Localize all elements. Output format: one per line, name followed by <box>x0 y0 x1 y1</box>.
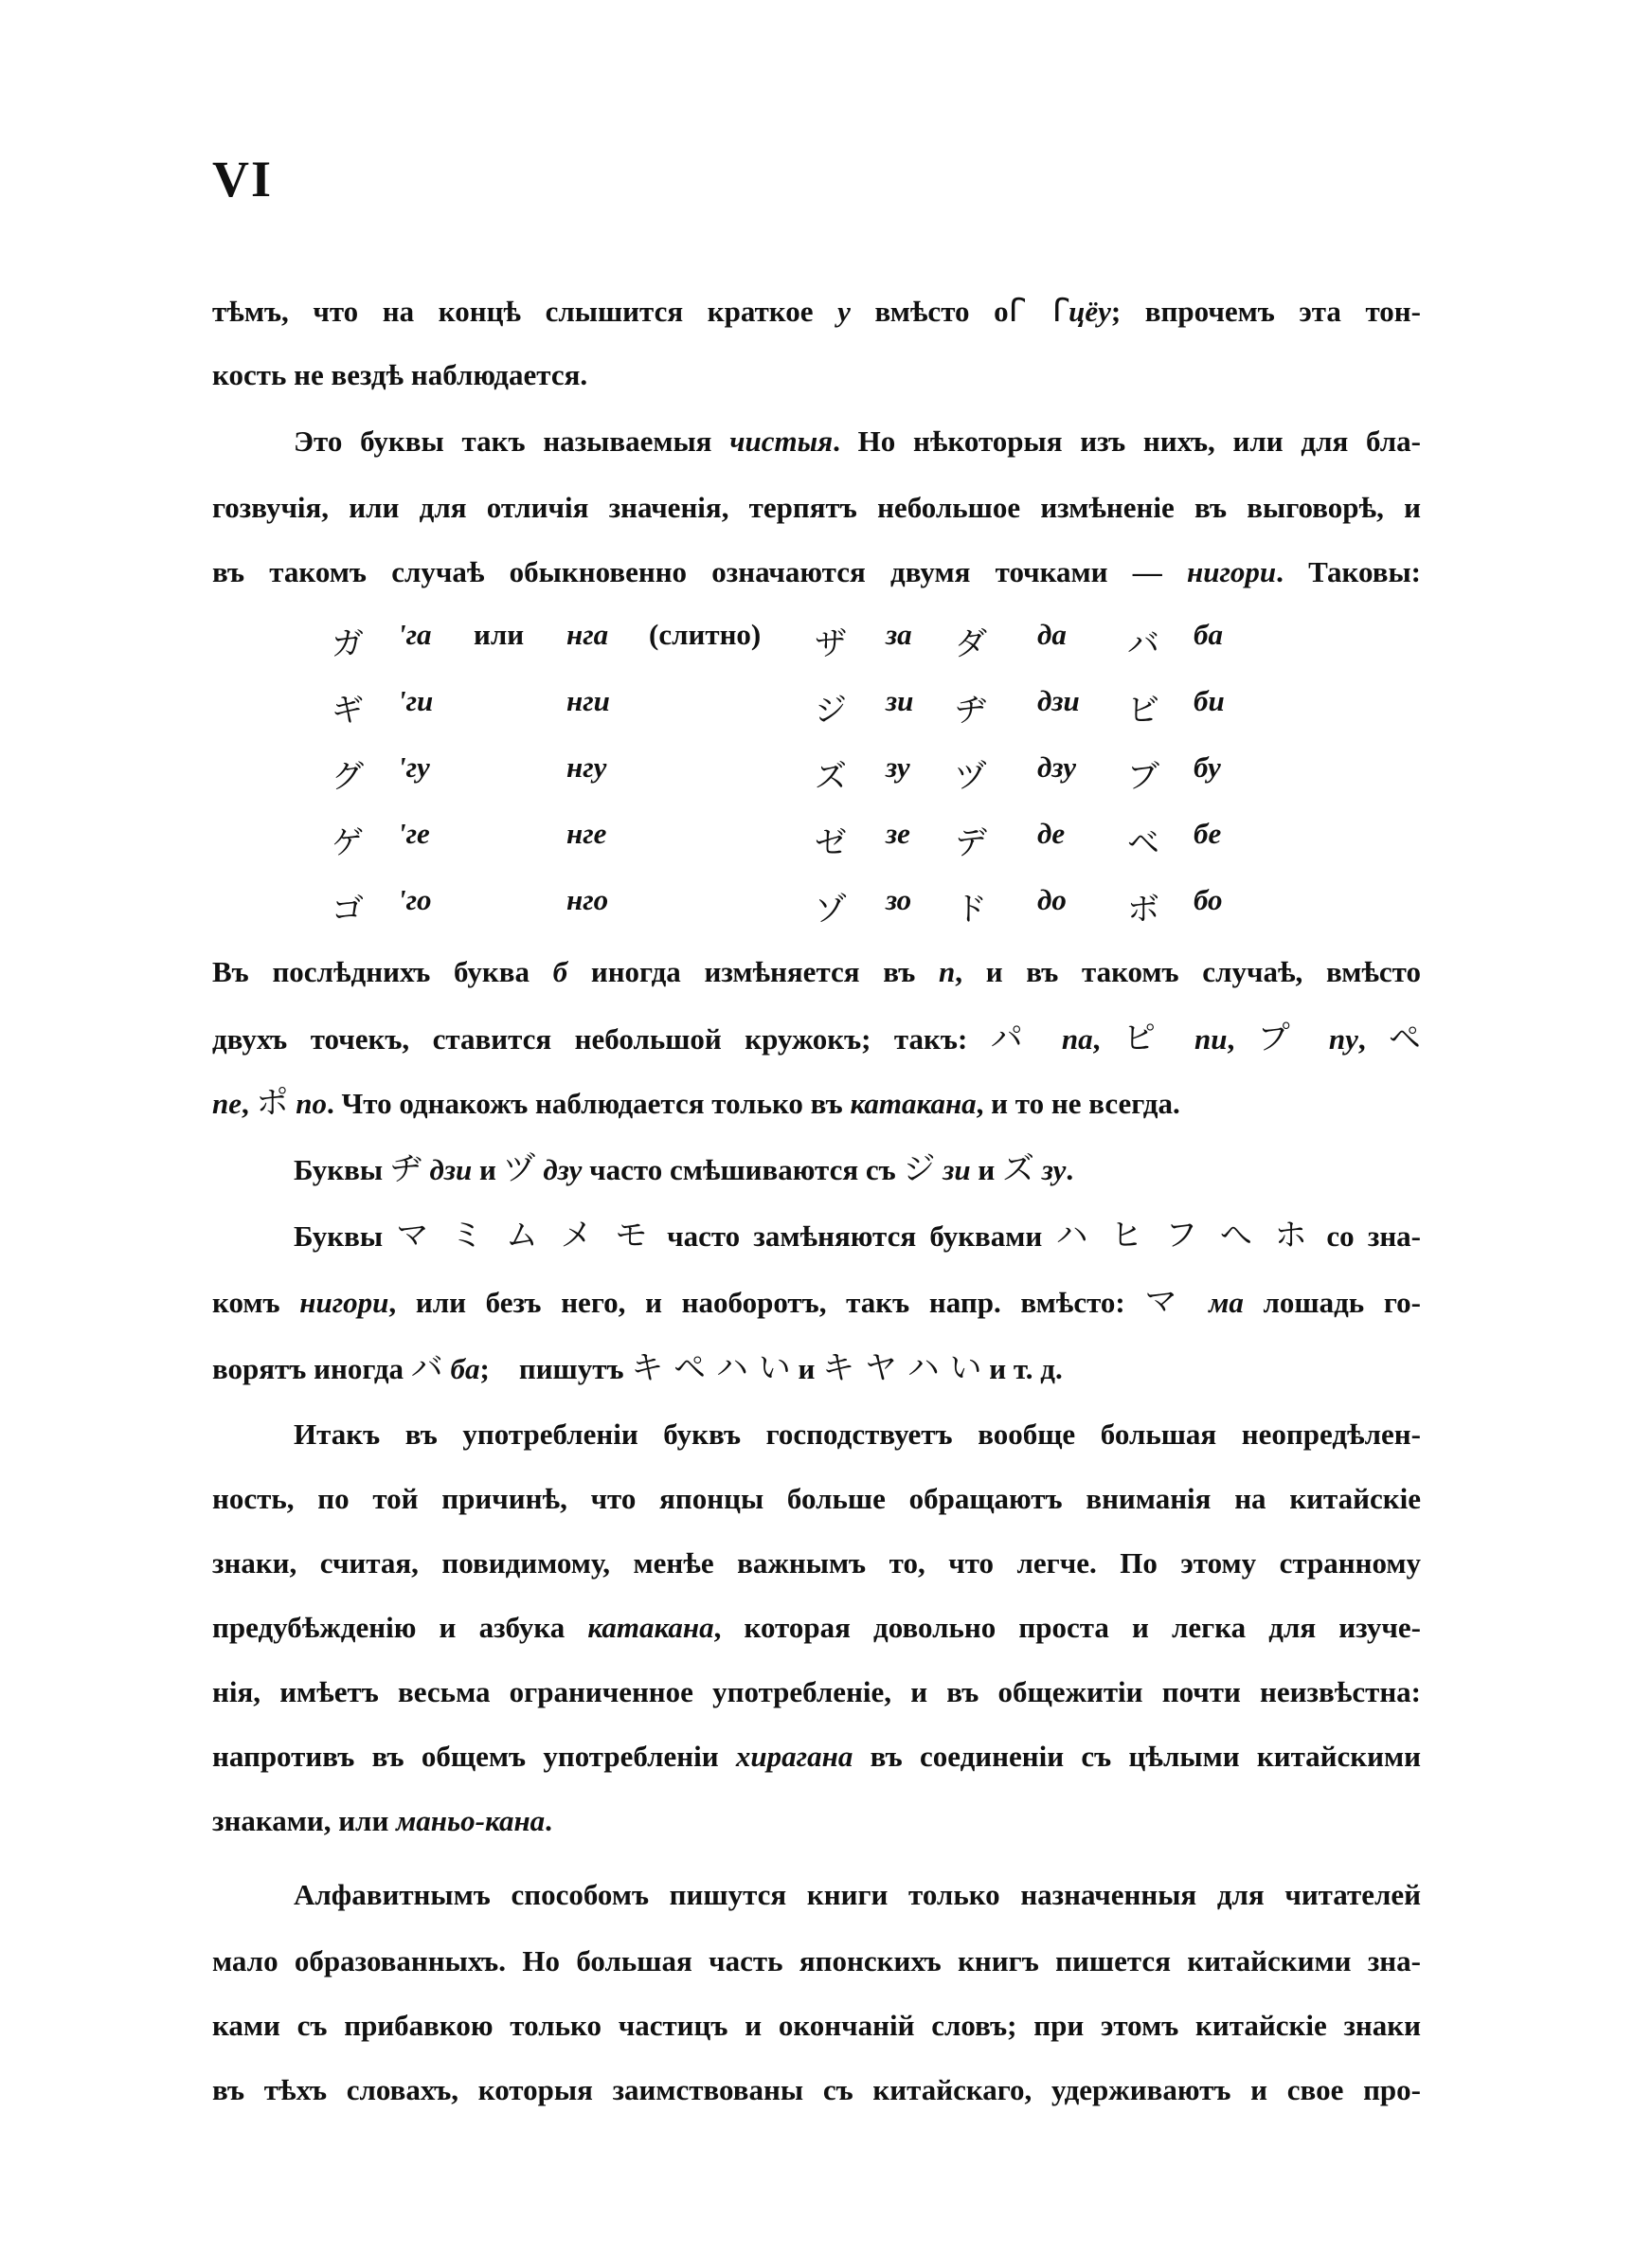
paragraph-1-line-2: кость не вездѣ наблюдается. <box>212 358 588 391</box>
reading-cell: зе <box>886 817 910 850</box>
paragraph-7-line-2: мало образованныхъ. Но большая часть японскихъ книгъ пишется китайскими зна- <box>212 1944 1421 1977</box>
kana-table-row <box>332 817 1279 862</box>
kana-cell: ゲ <box>332 824 364 862</box>
reading-cell: 'ге <box>398 817 430 850</box>
kana-cell: ゴ <box>332 891 364 929</box>
reading-cell: 'го <box>398 883 432 916</box>
kana-cell: バ <box>1127 625 1159 663</box>
paragraph-5-line-3: ворятъ иногда バ ба; пишутъ キ ペ ハ い и キ ヤ ハ い и т. д. <box>212 1349 1063 1387</box>
kana-cell: ザ <box>815 625 847 663</box>
kana-cell: ゾ <box>815 891 847 929</box>
paragraph-6-line-3: знаки, считая, повидимому, менѣе важнымъ то, что легче. По этому странному <box>212 1546 1421 1580</box>
reading-cell: нга <box>566 618 609 651</box>
kana-cell: ズ <box>815 758 847 796</box>
reading-cell: за <box>886 618 912 651</box>
kana-cell: ヅ <box>955 758 987 796</box>
paragraph-3-line-3: пе, ポ по. Что однакожъ наблюдается только въ катакана, и то не всегда. <box>212 1084 1180 1122</box>
kana-cell: ブ <box>1127 758 1159 796</box>
paragraph-5-line-2: комъ нигори, или безъ него, и наоборотъ, такъ напр. вмѣсто: マ ма лошадь го- <box>212 1283 1421 1321</box>
kana-cell: ジ <box>815 692 847 730</box>
paragraph-5-line-1: Буквы マ ミ ム メ モ часто замѣняются буквами ハ ヒ フ へ ホ со зна- <box>294 1217 1421 1255</box>
paragraph-7-line-3: ками съ прибавкою только частицъ и окончаній словъ; при этомъ китайскіе знаки <box>212 2009 1421 2042</box>
reading-cell: де <box>1037 817 1066 850</box>
paragraph-4-line-1: Буквы ヂ дзи и ヅ дзу часто смѣшиваются съ ジ зи и ズ зу. <box>294 1150 1074 1188</box>
reading-cell: 'ги <box>398 684 434 717</box>
kana-cell: デ <box>955 824 987 862</box>
kana-table-row <box>332 618 1279 663</box>
paragraph-6-line-1: Итакъ въ употребленіи буквъ господствуетъ вообще большая неопредѣлен- <box>294 1417 1421 1451</box>
paragraph-6-line-2: ность, по той причинѣ, что японцы больше обращаютъ вниманія на китайскіе <box>212 1482 1421 1515</box>
connector-cell: или <box>474 618 525 651</box>
reading-cell: бе <box>1194 817 1222 850</box>
paragraph-3-line-1: Въ послѣднихъ буква б иногда измѣняется въ п, и въ такомъ случаѣ, вмѣсто <box>212 955 1421 988</box>
reading-cell: дзу <box>1037 750 1077 784</box>
note-cell: (слитно) <box>649 618 762 651</box>
reading-cell: бо <box>1194 883 1223 916</box>
paragraph-6-line-5: нія, имѣетъ весьма ограниченное употребленіе, и въ общежитіи почти неизвѣстна: <box>212 1675 1421 1708</box>
kana-cell: ゼ <box>815 824 847 862</box>
kana-cell: ヂ <box>955 692 987 730</box>
reading-cell: би <box>1194 684 1225 717</box>
reading-cell: нги <box>566 684 610 717</box>
kana-cell: グ <box>332 758 364 796</box>
reading-cell: бу <box>1194 750 1221 784</box>
reading-cell: зи <box>886 684 914 717</box>
reading-cell: ба <box>1194 618 1223 651</box>
kana-table-row <box>332 883 1279 929</box>
kana-cell: ギ <box>332 692 364 730</box>
reading-cell: до <box>1037 883 1067 916</box>
page-number: VI <box>212 151 274 208</box>
kana-cell: ガ <box>332 625 364 663</box>
kana-cell: ベ <box>1127 824 1159 862</box>
reading-cell: нгу <box>566 750 607 784</box>
kana-table-row <box>332 684 1279 730</box>
paragraph-7-line-4: въ тѣхъ словахъ, которыя заимствованы съ китайскаго, удерживаютъ и свое про- <box>212 2073 1421 2106</box>
reading-cell: зо <box>886 883 912 916</box>
kana-table-row <box>332 750 1279 796</box>
reading-cell: дзи <box>1037 684 1080 717</box>
paragraph-2-line-1: Это буквы такъ называемыя чистыя. Но нѣкоторыя изъ нихъ, или для бла- <box>294 424 1421 458</box>
paragraph-1-line-1: тѣмъ, что на концѣ слышится краткое у вмѣсто оꓩ ꓩцёу; впрочемъ эта тон- <box>212 292 1421 330</box>
paragraph-2-line-3: въ такомъ случаѣ обыкновенно означаются двумя точками — нигори. Таковы: <box>212 555 1421 588</box>
reading-cell: 'га <box>398 618 432 651</box>
reading-cell: нго <box>566 883 609 916</box>
paragraph-3-line-2: двухъ точекъ, ставится небольшой кружокъ; такъ: パ па, ピ пи, プ пу, ペ <box>212 1020 1422 1057</box>
kana-cell: ダ <box>955 625 987 663</box>
paragraph-6-line-6: напротивъ въ общемъ употребленіи хирагана въ соединеніи съ цѣлыми китайскими <box>212 1740 1421 1773</box>
kana-cell: ド <box>955 891 987 929</box>
kana-cell: ビ <box>1127 692 1159 730</box>
reading-cell: да <box>1037 618 1067 651</box>
reading-cell: нге <box>566 817 607 850</box>
paragraph-7-line-1: Алфавитнымъ способомъ пишутся книги только назначенныя для читателей <box>294 1878 1421 1911</box>
paragraph-2-line-2: гозвучія, или для отличія значенія, терпятъ небольшое измѣненіе въ выговорѣ, и <box>212 491 1421 524</box>
paragraph-6-line-7: знаками, или маньо-кана. <box>212 1804 552 1837</box>
reading-cell: 'гу <box>398 750 430 784</box>
kana-cell: ボ <box>1127 891 1159 929</box>
paragraph-6-line-4: предубѣжденію и азбука катакана, которая довольно проста и легка для изуче- <box>212 1611 1421 1644</box>
reading-cell: зу <box>886 750 910 784</box>
